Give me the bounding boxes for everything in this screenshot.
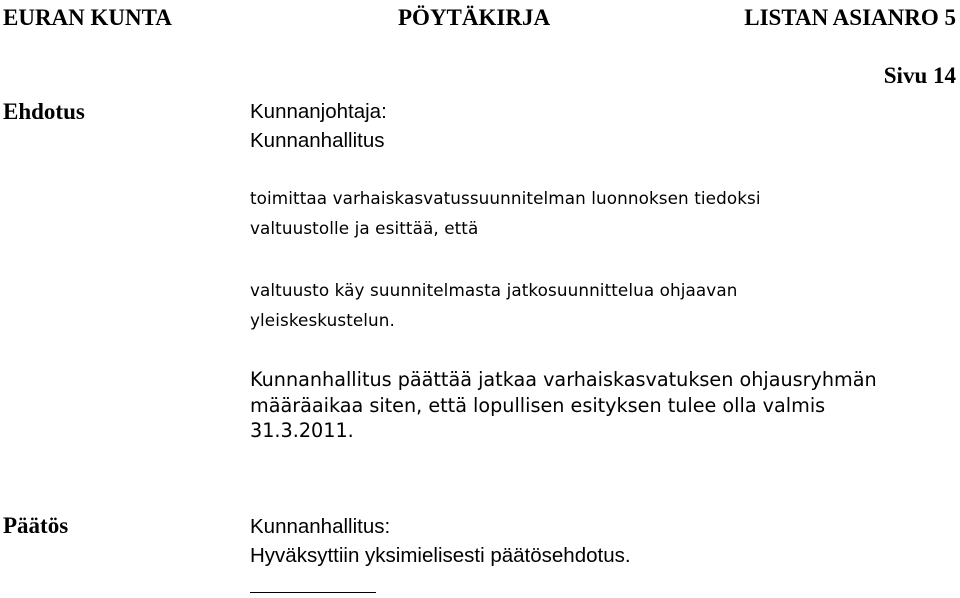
paragraph-line: valtuustolle ja esittää, että [250,218,479,238]
decision-body: Kunnanhallitus: [250,515,391,538]
proposal-paragraph-1 [250,183,761,243]
municipality-name: EURAN KUNTA [3,5,172,30]
paragraph-line: valtuusto käy suunnitelmasta jatkosuunnittelua ohjaavan [250,280,738,300]
page-number: Sivu 14 [883,63,956,88]
paragraph-line: yleiskeskustelun. [250,310,395,330]
document-type: PÖYTÄKIRJA [398,5,551,30]
paragraph-line: 31.3.2011. [250,419,354,442]
paragraph-line: määräaikaa siten, että lopullisen esityksen tulee olla valmis [250,393,826,417]
proposal-presenter-block [250,97,387,155]
paragraph-line: toimittaa varhaiskasvatussuunnitelman luonnoksen tiedoksi [250,188,761,208]
paragraph-line: Kunnanhallitus päättää jatkaa varhaiskasvatuksen ohjausryhmän [250,368,877,391]
proposal-presenter: Kunnanjohtaja: [250,100,387,123]
decision-text: Hyväksyttiin yksimielisesti päätösehdotus. [250,544,631,567]
proposal-body: Kunnanhallitus [250,129,385,152]
proposal-paragraph-2 [250,275,737,335]
proposal-paragraph-3 [250,367,877,444]
proposal-label: Ehdotus [3,99,85,124]
list-item-number: LISTAN ASIANRO 5 [744,5,956,30]
decision-block [250,512,631,570]
signature-line [250,592,376,593]
decision-label: Päätös [3,513,69,538]
